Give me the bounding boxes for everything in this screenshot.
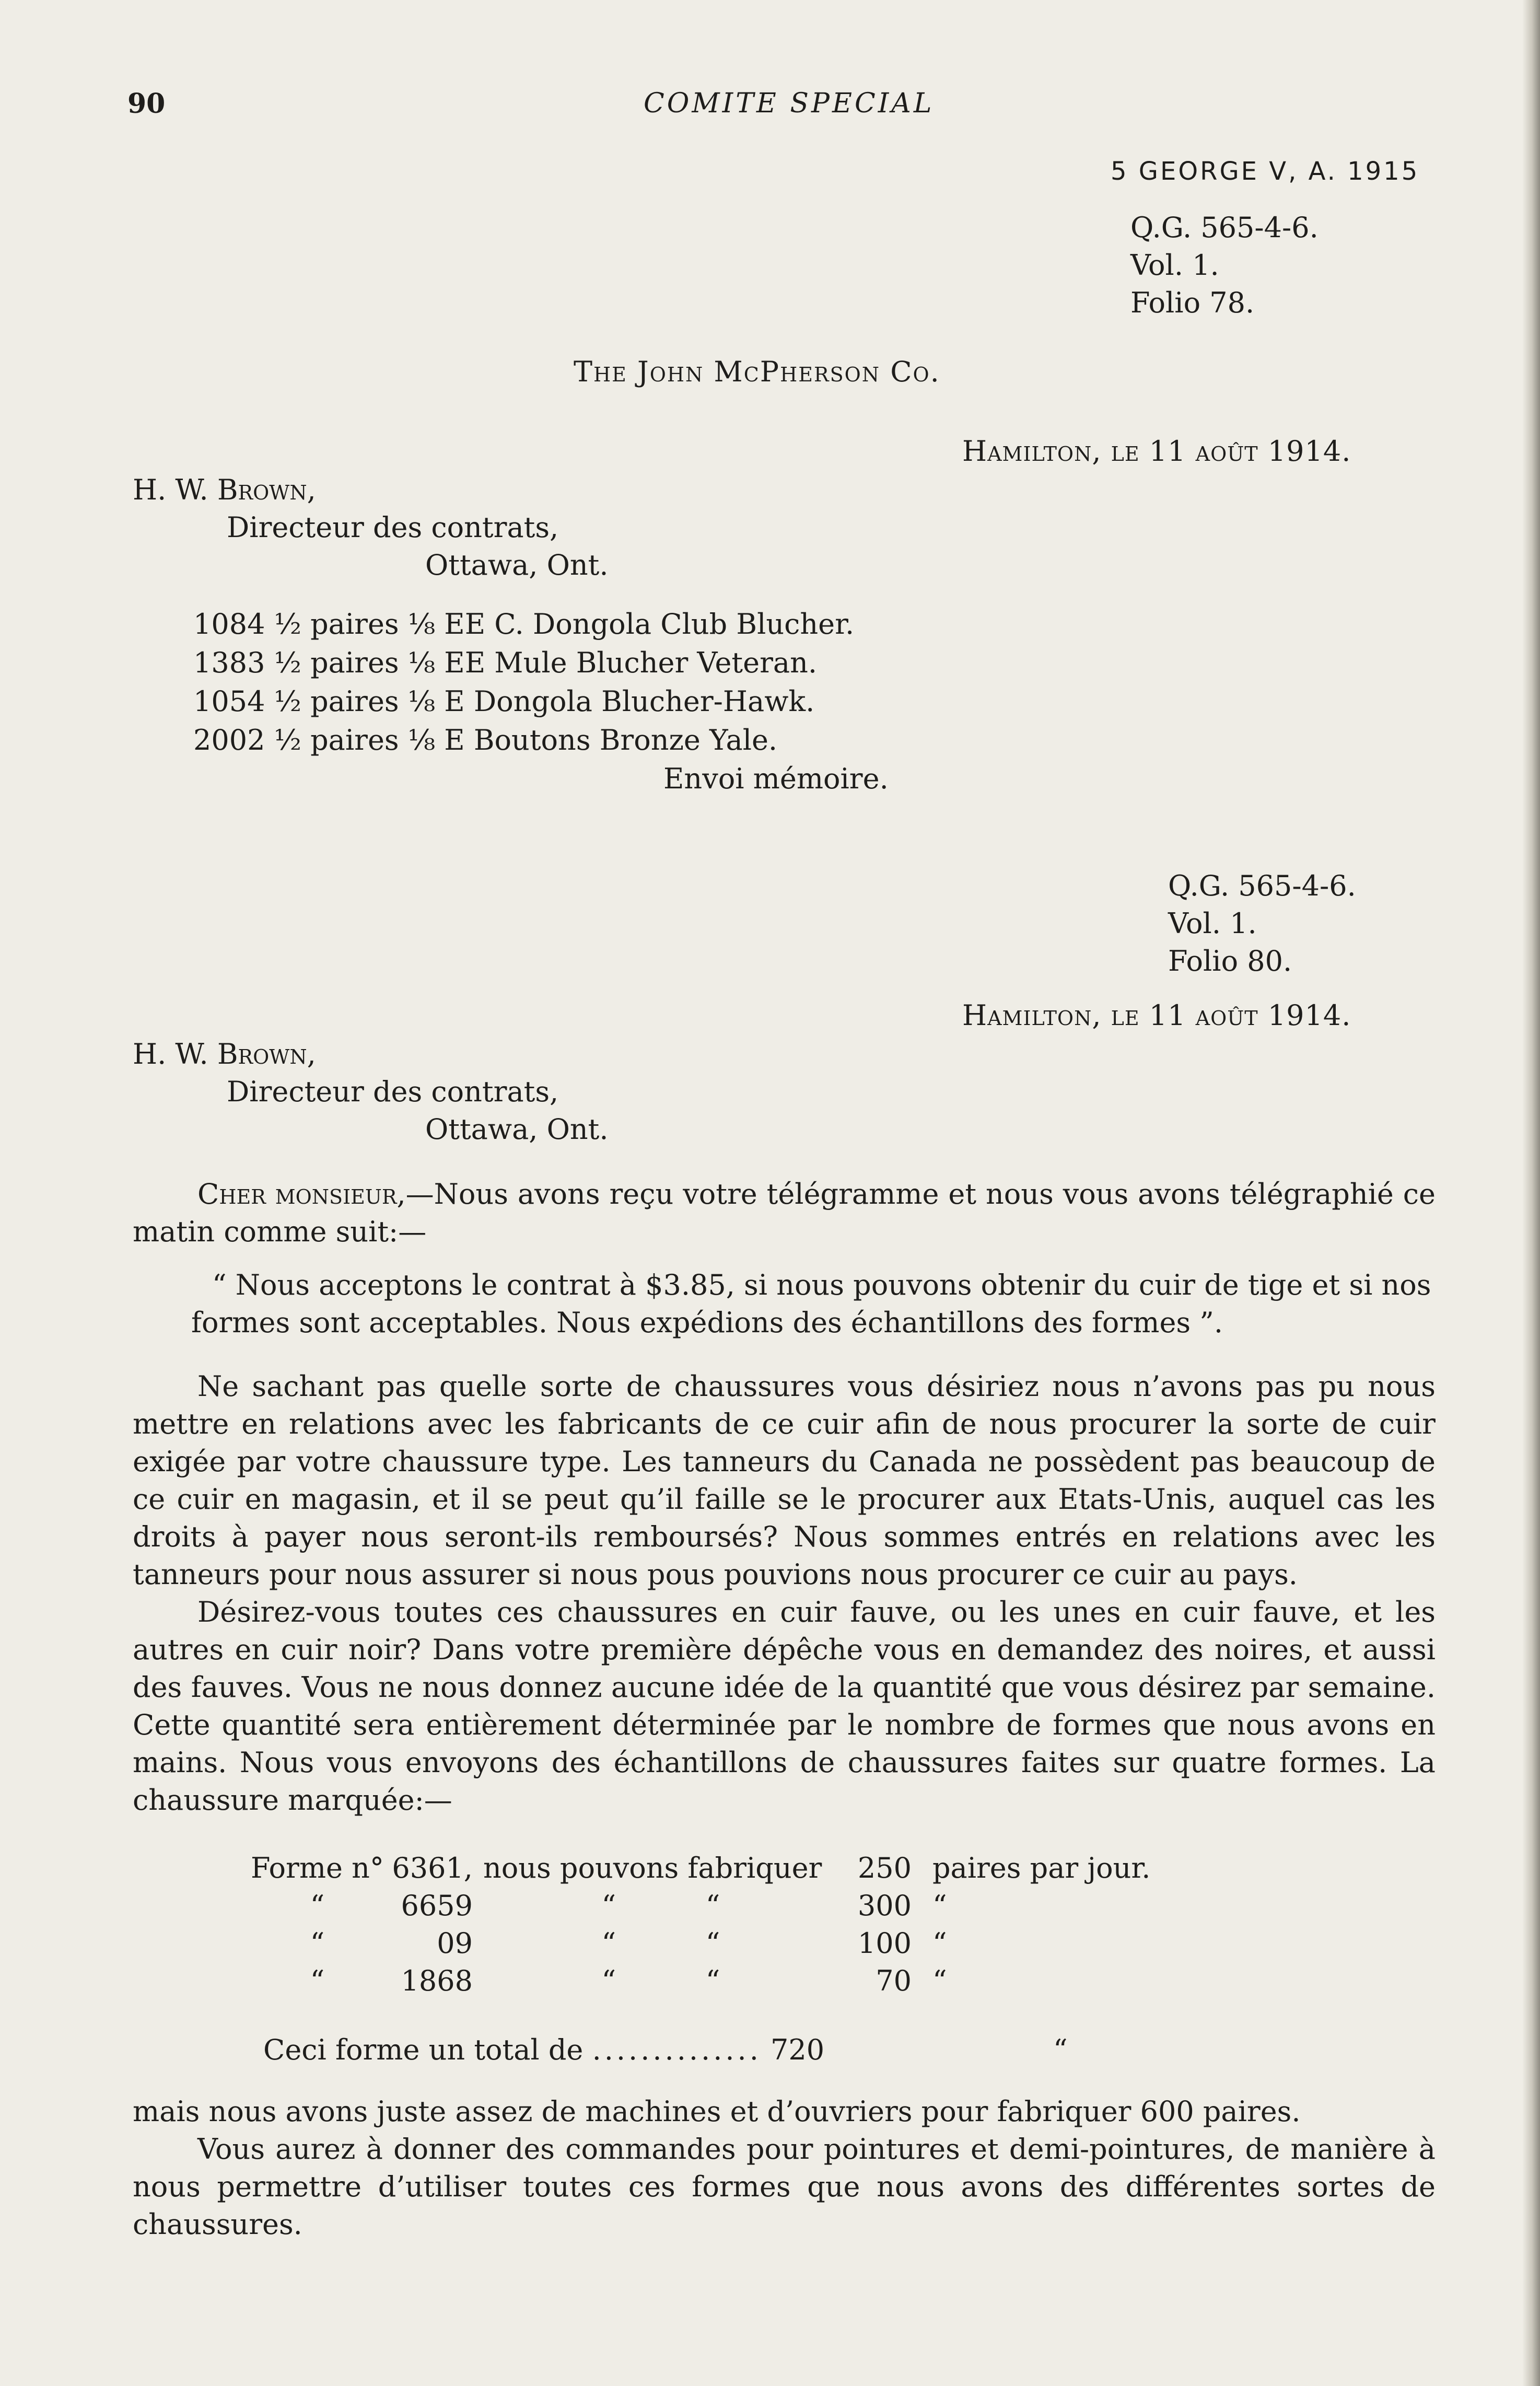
paragraph: Désirez-vous toutes ces chaussures en cuir fauve, ou les unes en cuir fauve, et les autres en cuir noir? Dans votre première dépêche vous en demandez des noires, et aussi des fauves. Vous ne nous donnez aucune idée de la quantité que vous désirez par semaine. Cette quantité sera entièrement déterminée par le nombre de formes que nous avons en mains. Nous vous envoyons des échantillons de chaussures faites sur quatre formes. La chaussure marquée:—	[133, 1596, 1436, 1817]
form-number: 6361,	[392, 1852, 473, 1884]
paragraph-text: —Nous avons reçu votre télégramme et nous vous avons télégraphié ce matin comme suit:—	[133, 1178, 1436, 1248]
form-verb: “ “	[601, 1964, 720, 1997]
ref-line: Vol. 1.	[1130, 249, 1219, 282]
recipient-name: H. W. Brown,	[133, 1038, 316, 1070]
form-quantity: 250	[857, 1852, 912, 1884]
total-value: 720	[771, 2033, 825, 2066]
letter2-place-date: Hamilton, le 11 août 1914.	[962, 999, 1351, 1032]
paragraph: Vous aurez à donner des commandes pour pointures et demi-pointures, de manière à nous permettre d’utiliser toutes ces formes que nous avons des différentes sortes de chaussures.	[133, 2133, 1436, 2241]
form-label: “	[310, 1927, 325, 1960]
ref-line: Folio 80.	[1168, 945, 1292, 977]
table-row	[251, 1849, 1150, 1887]
letter1-place-date: Hamilton, le 11 août 1914.	[962, 435, 1351, 468]
list-item: 1084 ½ paires ⅛ EE C. Dongola Club Blucher.	[193, 608, 855, 641]
recipient-city: Ottawa, Ont.	[425, 1113, 609, 1146]
list-item: 1383 ½ paires ⅛ EE Mule Blucher Veteran.	[193, 646, 818, 679]
total-leader-dots: ..............	[592, 2033, 762, 2066]
forms-table	[251, 1849, 1150, 2000]
session-reference: 5 GEORGE V, A. 1915	[1111, 157, 1420, 186]
memo-note: Envoi mémoire.	[663, 762, 889, 795]
form-unit: “	[932, 1927, 947, 1960]
salutation: Cher monsieur,	[197, 1178, 406, 1211]
recipient-name: H. W. Brown,	[133, 473, 316, 506]
paragraph	[133, 1175, 1436, 1251]
recipient-city: Ottawa, Ont.	[425, 549, 609, 581]
letter2-file-reference	[1168, 867, 1356, 980]
form-quantity: 300	[857, 1889, 912, 1922]
page-edge-shadow	[1522, 0, 1540, 2386]
table-row	[251, 1962, 1150, 2000]
table-row	[251, 1925, 1150, 1962]
form-label: Forme n°	[251, 1852, 384, 1884]
form-unit: “	[932, 1964, 947, 1997]
letter2-recipient	[133, 1035, 609, 1148]
quote-text: “ Nous acceptons le contrat à $3.85, si nous pouvons obtenir du cuir de tige et si nos formes sont acceptables. Nous expédions des échantillons des formes ”.	[191, 1268, 1431, 1339]
company-name: The John McPherson Co.	[574, 355, 940, 388]
running-title: COMITE SPECIAL	[644, 88, 935, 119]
form-quantity: 100	[857, 1927, 912, 1960]
total-label: Ceci forme un total de	[263, 2033, 584, 2066]
paragraph: Ne sachant pas quelle sorte de chaussures vous désiriez nous n’avons pas pu nous mettre en relations avec les fabricants de ce cuir afin de nous procurer la sorte de cuir exigée par votre chaussure type. Les tanneurs du Canada ne possèdent pas beaucoup de ce cuir en magasin, et il se peut qu’il faille se le procurer aux Etats-Unis, auquel cas les droits à payer nous seront-ils remboursés? Nous sommes entrés en relations avec les tanneurs pour nous assurer si nous pous pouvions nous procurer ce cuir au pays.	[133, 1370, 1436, 1591]
ref-line: Vol. 1.	[1168, 907, 1257, 940]
form-verb: “ “	[601, 1927, 720, 1960]
form-unit: “	[932, 1889, 947, 1922]
form-verb: “ “	[601, 1889, 720, 1922]
telegram-quote	[191, 1266, 1436, 1342]
paragraph: mais nous avons juste assez de machines et d’ouvriers pour fabriquer 600 paires.	[133, 2095, 1301, 2128]
form-label: “	[310, 1964, 325, 1997]
form-verb: nous pouvons fabriquer	[483, 1852, 822, 1884]
list-item: 1054 ½ paires ⅛ E Dongola Blucher-Hawk.	[193, 685, 815, 718]
letter1-recipient	[133, 471, 609, 584]
recipient-title: Directeur des contrats,	[227, 1075, 559, 1108]
form-quantity: 70	[876, 1964, 912, 1997]
shoe-item-list	[193, 605, 889, 798]
ref-line: Q.G. 565-4-6.	[1168, 869, 1356, 902]
form-number: 1868	[401, 1964, 473, 1997]
letter1-file-reference	[1130, 209, 1319, 322]
form-number: 09	[437, 1927, 473, 1960]
total-unit: “	[1053, 2033, 1068, 2066]
table-row	[251, 1887, 1150, 1925]
total-line	[263, 2033, 824, 2066]
letter2-body	[133, 1368, 1436, 1819]
form-unit: paires par jour.	[932, 1852, 1151, 1884]
page-number: 90	[127, 88, 166, 120]
ref-line: Q.G. 565-4-6.	[1130, 211, 1319, 244]
list-item: 2002 ½ paires ⅛ E Boutons Bronze Yale.	[193, 724, 778, 756]
recipient-title: Directeur des contrats,	[227, 511, 559, 544]
letter2-opening	[133, 1175, 1436, 1251]
ref-line: Folio 78.	[1130, 286, 1255, 319]
form-number: 6659	[401, 1889, 473, 1922]
form-label: “	[310, 1889, 325, 1922]
letter2-closing	[133, 2093, 1436, 2243]
